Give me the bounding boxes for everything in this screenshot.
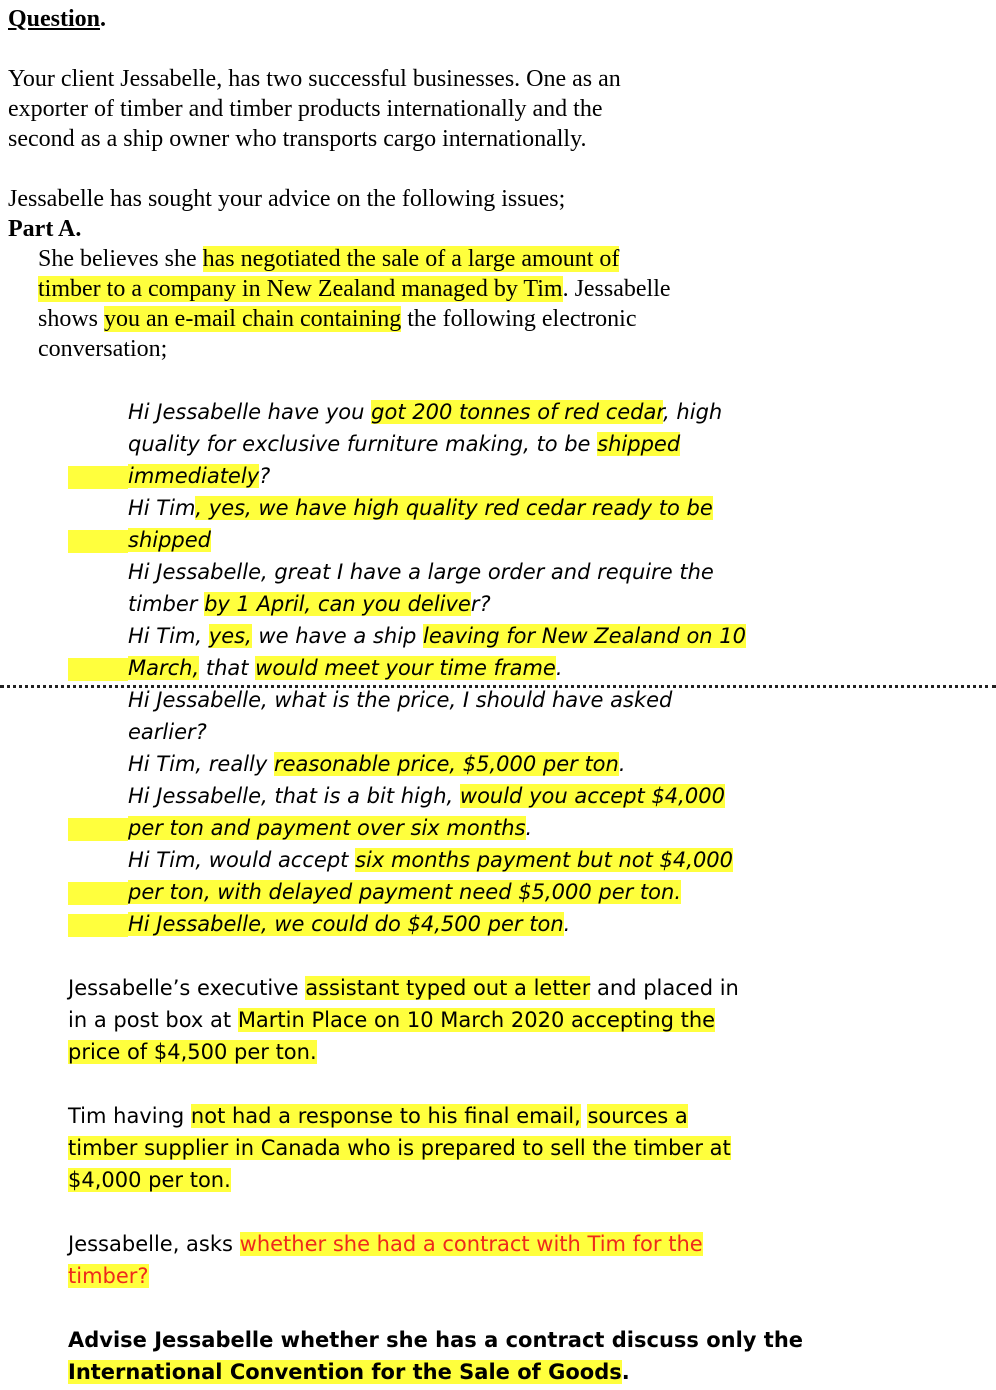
email-line: Hi Jessabelle, we could do $4,500 per ton. xyxy=(128,912,571,936)
tim-paragraph: Tim having not had a response to his final email, sources a timber supplier in Canada who is prepared to sell the timber at $4,000 per ton. xyxy=(68,1104,731,1192)
letter-paragraph: Jessabelle’s executive assistant typed out a letter and placed in in a post box at Martin Place on 10 March 2020 accepting the price of $4,500 per ton. xyxy=(68,976,739,1064)
part-a-paragraph: She believes she has negotiated the sale of a large amount of timber to a company in New Zealand managed by Tim. Jessabelle shows you an e-mail chain containing the following electronic conversation; xyxy=(38,246,671,362)
highlight-gap xyxy=(68,658,128,681)
highlight-gap xyxy=(68,914,128,937)
page-break-divider xyxy=(0,685,996,688)
highlight-gap xyxy=(68,818,128,841)
part-label: Part A. xyxy=(8,216,82,242)
email-line: per ton, with delayed payment need $5,000 per ton. xyxy=(128,880,681,904)
email-line: immediately? xyxy=(128,464,271,488)
email-chain xyxy=(128,396,746,940)
intro-line: Your client Jessabelle, has two successful businesses. One as an xyxy=(8,66,621,92)
email-line: March, that would meet your time frame. xyxy=(128,656,563,680)
heading-text: Question xyxy=(8,6,101,32)
highlight-gap xyxy=(68,530,128,553)
email-line: Hi Jessabelle have you got 200 tonnes of red cedar, high xyxy=(128,400,723,424)
email-line: Hi Tim, yes, we have high quality red cedar ready to be xyxy=(128,496,713,520)
email-line: per ton and payment over six months. xyxy=(128,816,533,840)
email-line: quality for exclusive furniture making, to be shipped xyxy=(128,432,681,456)
question-heading: Question. xyxy=(8,6,107,32)
email-line: Hi Jessabelle, what is the price, I should have asked xyxy=(128,688,673,712)
question-paragraph: Jessabelle, asks whether she had a contract with Tim for the timber? xyxy=(68,1232,703,1288)
email-line: Hi Tim, would accept six months payment but not $4,000 xyxy=(128,848,734,872)
email-line: Hi Tim, really reasonable price, $5,000 per ton. xyxy=(128,752,626,776)
email-line: Hi Tim, yes, we have a ship leaving for New Zealand on 10 xyxy=(128,624,747,648)
intro-paragraph xyxy=(8,64,621,154)
email-line: Hi Jessabelle, that is a bit high, would you accept $4,000 xyxy=(128,784,725,808)
email-line: earlier? xyxy=(128,720,207,744)
intro-line: exporter of timber and timber products internationally and the xyxy=(8,96,603,122)
email-line: shipped xyxy=(128,528,211,552)
email-line: timber by 1 April, can you deliver? xyxy=(128,592,491,616)
advise-instruction: Advise Jessabelle whether she has a contract discuss only the International Convention for the Sale of Goods. xyxy=(68,1328,804,1384)
advice-line: Jessabelle has sought your advice on the following issues; Part A. xyxy=(8,186,566,242)
intro-line: second as a ship owner who transports cargo internationally. xyxy=(8,126,587,152)
highlight-gap xyxy=(68,882,128,905)
email-line: Hi Jessabelle, great I have a large order and require the xyxy=(128,560,714,584)
highlight-gap xyxy=(68,466,128,489)
